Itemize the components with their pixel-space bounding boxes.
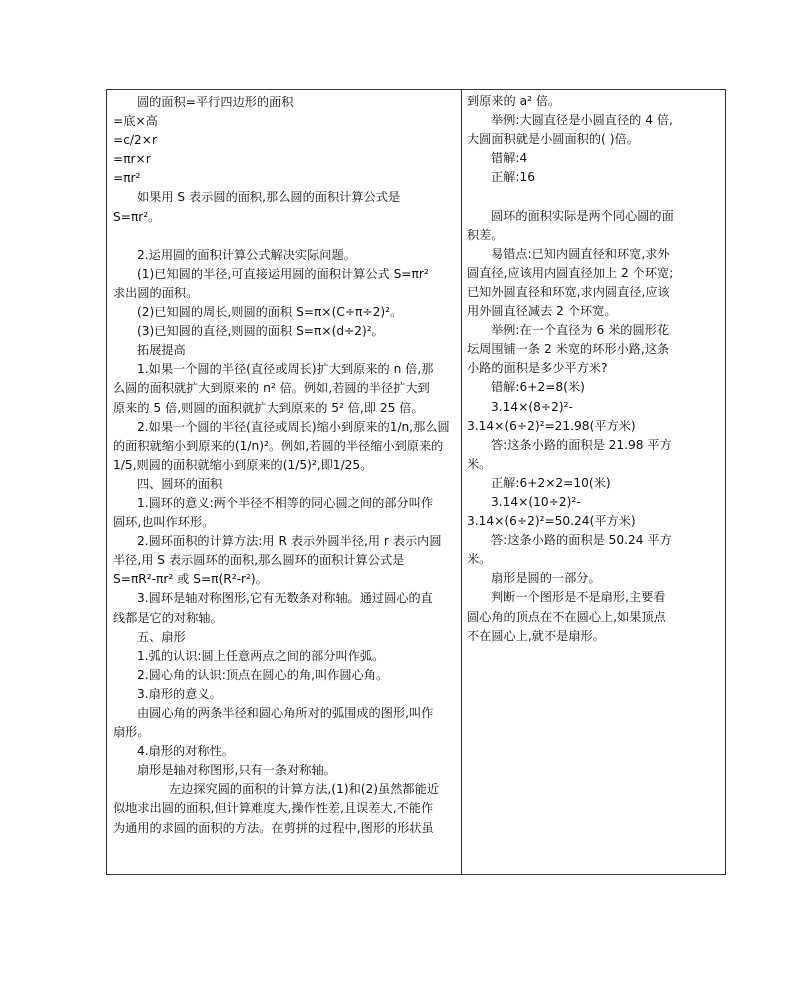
right-column-line: 坛周围铺一条 2 米宽的环形小路,这条: [467, 342, 670, 357]
right-column-line: [467, 187, 723, 206]
left-column-line: [113, 227, 457, 246]
left-column-line: =底×高: [113, 114, 158, 129]
content-table: [106, 89, 726, 875]
left-column-line: 4.扇形的对称性。: [137, 744, 234, 759]
right-column-line: 大圆面积就是小圆面积的( )倍。: [467, 132, 639, 147]
right-column-line: 判断一个图形是不是扇形,主要看: [491, 590, 666, 605]
right-column-line: 不在圆心上,就不是扇形。: [467, 628, 605, 643]
left-column-line: 为通用的求圆的面积的方法。在剪拼的过程中,图形的形状虽: [113, 820, 434, 835]
left-column-line: 扇形是轴对称图形,只有一条对称轴。: [137, 763, 336, 778]
right-column-line: 圆环的面积实际是两个同心圆的面: [491, 208, 674, 223]
left-column-line: 如果用 S 表示圆的面积,那么圆的面积计算公式是: [137, 190, 401, 205]
right-column-line: 到原来的 a² 倍。: [467, 94, 561, 108]
right-column-line: 米。: [467, 552, 492, 567]
right-column-line: 3.14×(6÷2)²=50.24(平方米): [467, 514, 636, 529]
left-column-line: (3)已知圆的直径,则圆的面积 S=π×(d÷2)²。: [137, 324, 384, 339]
left-column-line: 2.圆心角的认识:顶点在圆心的角,叫作圆心角。: [137, 667, 389, 682]
left-column-line: (1)已知圆的半径,可直接运用圆的面积计算公式 S=πr²: [137, 266, 429, 281]
right-column-line: 小路的面积是多少平方米?: [467, 361, 608, 376]
left-column-line: 1/5,则圆的面积就缩小到原来的(1/5)²,即1/25。: [113, 457, 373, 472]
left-column-line: 3.圆环是轴对称图形,它有无数条对称轴。通过圆心的直: [137, 591, 433, 606]
left-column-line: 左边探究圆的面积的计算方法,(1)和(2)虽然都能近: [169, 782, 439, 797]
right-column-line: 错解:4: [491, 151, 528, 166]
left-column-line: 的面积就缩小到原来的(1/n)²。例如,若圆的半径缩小到原来的: [113, 438, 444, 453]
left-column-line: 线都是它的对称轴。: [113, 610, 223, 625]
left-column: [113, 90, 457, 838]
left-column-line: =c/2×r: [113, 133, 157, 148]
left-column-line: 圆环,也叫作环形。: [113, 515, 215, 530]
left-column-line: 圆的面积=平行四边形的面积: [137, 95, 294, 109]
right-column-line: 答:这条小路的面积是 21.98 平方: [491, 437, 672, 452]
right-column-line: 圆心角的顶点在不在圆心上,如果顶点: [467, 609, 666, 624]
left-column-line: 半径,用 S 表示圆环的面积,那么圆环的面积计算公式是: [113, 553, 405, 568]
left-column-line: 原来的 5 倍,则圆的面积就扩大到原来的 5² 倍,即 25 倍。: [113, 400, 424, 415]
right-column-line: 3.14×(6÷2)²=21.98(平方米): [467, 418, 636, 433]
left-column-line: 求出圆的面积。: [113, 285, 199, 300]
right-column: [467, 90, 723, 646]
left-column-line: =πr×r: [113, 152, 151, 167]
right-column-line: 已知外圆直径和环宽,求内圆直径,应该: [467, 284, 670, 299]
left-column-line: 扇形。: [113, 725, 150, 740]
left-column-line: 1.弧的认识:圆上任意两点之间的部分叫作弧。: [137, 648, 385, 663]
right-column-line: 错解:6+2=8(米): [491, 380, 585, 395]
left-column-line: 1.如果一个圆的半径(直径或周长)扩大到原来的 n 倍,那: [137, 362, 434, 377]
left-column-line: 3.扇形的意义。: [137, 686, 222, 701]
right-column-line: 易错点:已知内圆直径和环宽,求外: [491, 246, 670, 261]
right-column-line: 用外圆直径减去 2 个环宽。: [467, 304, 617, 319]
right-column-line: 圆直径,应该用内圆直径加上 2 个环宽;: [467, 265, 674, 280]
left-column-line: (2)已知圆的周长,则圆的面积 S=π×(C÷π÷2)²。: [137, 305, 403, 320]
right-column-line: 扇形是圆的一部分。: [491, 571, 601, 586]
left-column-line: S=πr²。: [113, 209, 161, 224]
left-column-line: 拓展提高: [137, 343, 186, 358]
right-column-line: 积差。: [467, 227, 504, 242]
left-column-line: 2.运用圆的面积计算公式解决实际问题。: [137, 247, 356, 262]
left-column-line: 由圆心角的两条半径和圆心角所对的弧围成的图形,叫作: [137, 706, 434, 720]
right-column-line: 米。: [467, 456, 492, 471]
left-column-line: 2.如果一个圆的半径(直径或周长)缩小到原来的1/n,那么圆: [137, 419, 450, 434]
right-column-line: 3.14×(8÷2)²-: [491, 399, 573, 414]
right-column-line: 举例:大圆直径是小圆直径的 4 倍,: [491, 113, 673, 128]
right-column-line: 举例:在一个直径为 6 米的圆形花: [491, 323, 670, 338]
right-column-line: 答:这条小路的面积是 50.24 平方: [491, 533, 672, 548]
left-column-line: 似地求出圆的面积,但计算难度大,操作性差,且误差大,不能作: [113, 801, 434, 816]
column-divider: [461, 90, 462, 874]
right-column-line: 正解:6+2×2=10(米): [491, 475, 611, 490]
left-column-line: 五、扇形: [137, 629, 186, 644]
left-column-line: 四、圆环的面积: [137, 476, 223, 491]
left-column-line: S=πR²-πr² 或 S=π(R²-r²)。: [113, 572, 268, 587]
left-column-line: 2.圆环面积的计算方法:用 R 表示外圆半径,用 r 表示内圆: [137, 534, 442, 549]
left-column-line: =πr²: [113, 171, 141, 186]
right-column-line: 正解:16: [491, 170, 535, 185]
left-column-line: 么圆的面积就扩大到原来的 n² 倍。例如,若圆的半径扩大到: [113, 381, 430, 396]
left-column-line: 1.圆环的意义:两个半径不相等的同心圆之间的部分叫作: [137, 495, 434, 510]
right-column-line: 3.14×(10÷2)²-: [491, 494, 581, 509]
